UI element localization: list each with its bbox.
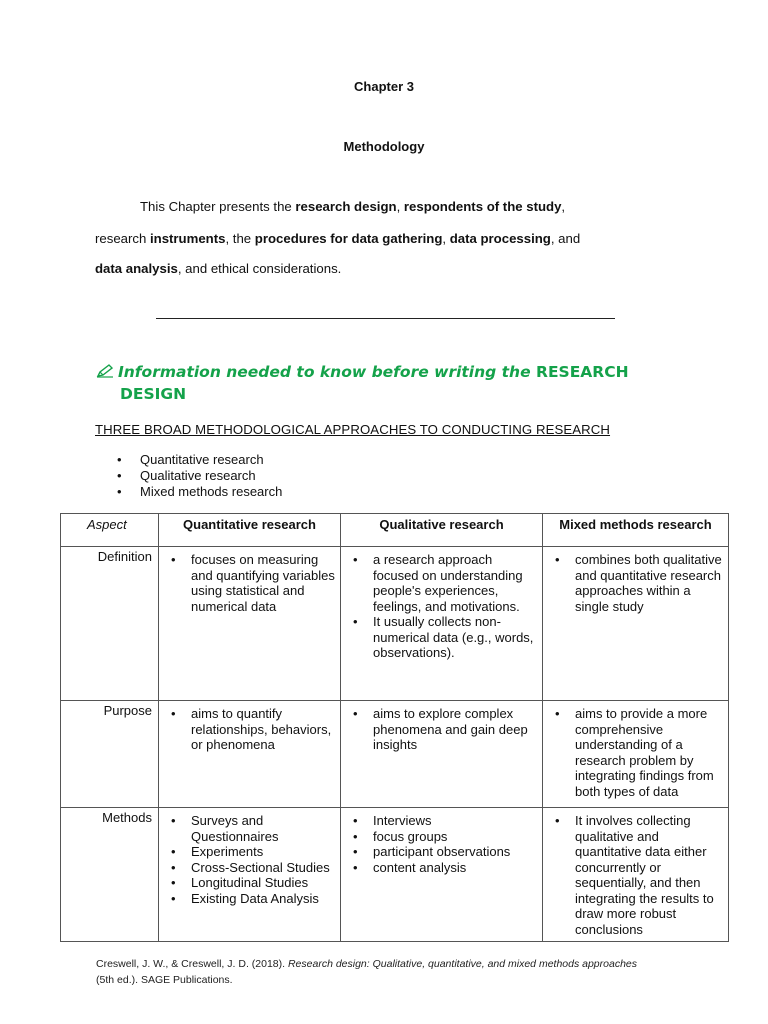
- header-aspect: Aspect: [61, 514, 159, 547]
- row-label: Purpose: [61, 701, 159, 808]
- list-item: • Qualitative research: [117, 468, 282, 484]
- term-data-analysis: data analysis: [95, 261, 178, 276]
- term-respondents: respondents of the study: [403, 199, 562, 214]
- term-research-design: research design: [295, 199, 397, 214]
- list-item: • Longitudinal Studies: [171, 875, 336, 891]
- list-item: • aims to provide a more comprehensive understanding of a research problem by integrating findings from both types of data: [555, 706, 724, 799]
- list-item: • Experiments: [171, 844, 336, 860]
- row-label: Definition: [61, 547, 159, 701]
- row-label: Methods: [61, 808, 159, 942]
- intro-line-2: research instruments, the procedures for data gathering, data processing, and: [95, 231, 581, 246]
- horizontal-divider: [156, 318, 615, 319]
- list-item: • focuses on measuring and quantifying variables using statistical and numerical data: [171, 552, 336, 614]
- table-cell: [543, 701, 729, 808]
- term-instruments: instruments: [149, 231, 226, 246]
- citation: Creswell, J. W., & Creswell, J. D. (2018). Research design: Qualitative, quantitative, and mixed methods approaches (5th ed.). SAGE Publications.: [96, 958, 638, 986]
- list-item: • Quantitative research: [117, 452, 282, 468]
- list-item: • content analysis: [353, 860, 538, 876]
- list-item: • Interviews: [353, 813, 538, 829]
- list-item: • It involves collecting qualitative and quantitative data either concurrently or sequentially, and then integrating the results to draw more robust conclusions: [555, 813, 724, 937]
- table-cell: [159, 808, 341, 942]
- table-header-row: [61, 514, 729, 547]
- term-procedures: procedures for data gathering: [254, 231, 443, 246]
- table-row: [61, 701, 729, 808]
- intro-line-3: data analysis, and ethical considerations.: [95, 261, 342, 276]
- list-item: • participant observations: [353, 844, 538, 860]
- table-cell: [159, 547, 341, 701]
- list-item: • a research approach focused on understanding people's experiences, feelings, and motivations.: [353, 552, 538, 614]
- list-item: • aims to quantify relationships, behaviors, or phenomena: [171, 706, 336, 753]
- intro-line-1: This Chapter presents the research design, respondents of the study,: [140, 199, 566, 214]
- table-row: [61, 547, 729, 701]
- list-item: • Surveys and Questionnaires: [171, 813, 336, 844]
- header-quantitative: Quantitative research: [159, 514, 341, 547]
- header-mixed: Mixed methods research: [543, 514, 729, 547]
- approaches-heading: THREE BROAD METHODOLOGICAL APPROACHES TO CONDUCTING RESEARCH: [95, 422, 611, 437]
- header-qualitative: Qualitative research: [341, 514, 543, 547]
- pencil-icon: [96, 362, 114, 376]
- chapter-title: Methodology: [343, 139, 425, 154]
- table-cell: [543, 547, 729, 701]
- list-item: • It usually collects non-numerical data (e.g., words, observations).: [353, 614, 538, 661]
- table-row: [61, 808, 729, 942]
- table-cell: [341, 547, 543, 701]
- list-item: • aims to explore complex phenomena and gain deep insights: [353, 706, 538, 753]
- table-cell: [159, 701, 341, 808]
- info-heading: Information needed to know before writing the RESEARCH DESIGN: [96, 361, 656, 405]
- list-item: • focus groups: [353, 829, 538, 845]
- chapter-number: Chapter 3: [354, 79, 414, 94]
- table-cell: [341, 701, 543, 808]
- comparison-table: [60, 513, 729, 942]
- list-item: • Existing Data Analysis: [171, 891, 336, 907]
- table-cell: [341, 808, 543, 942]
- term-data-processing: data processing: [449, 231, 551, 246]
- approaches-list: [117, 452, 282, 500]
- list-item: • Cross-Sectional Studies: [171, 860, 336, 876]
- table-cell: [543, 808, 729, 942]
- list-item: • Mixed methods research: [117, 484, 282, 500]
- list-item: • combines both qualitative and quantitative research approaches within a single study: [555, 552, 724, 614]
